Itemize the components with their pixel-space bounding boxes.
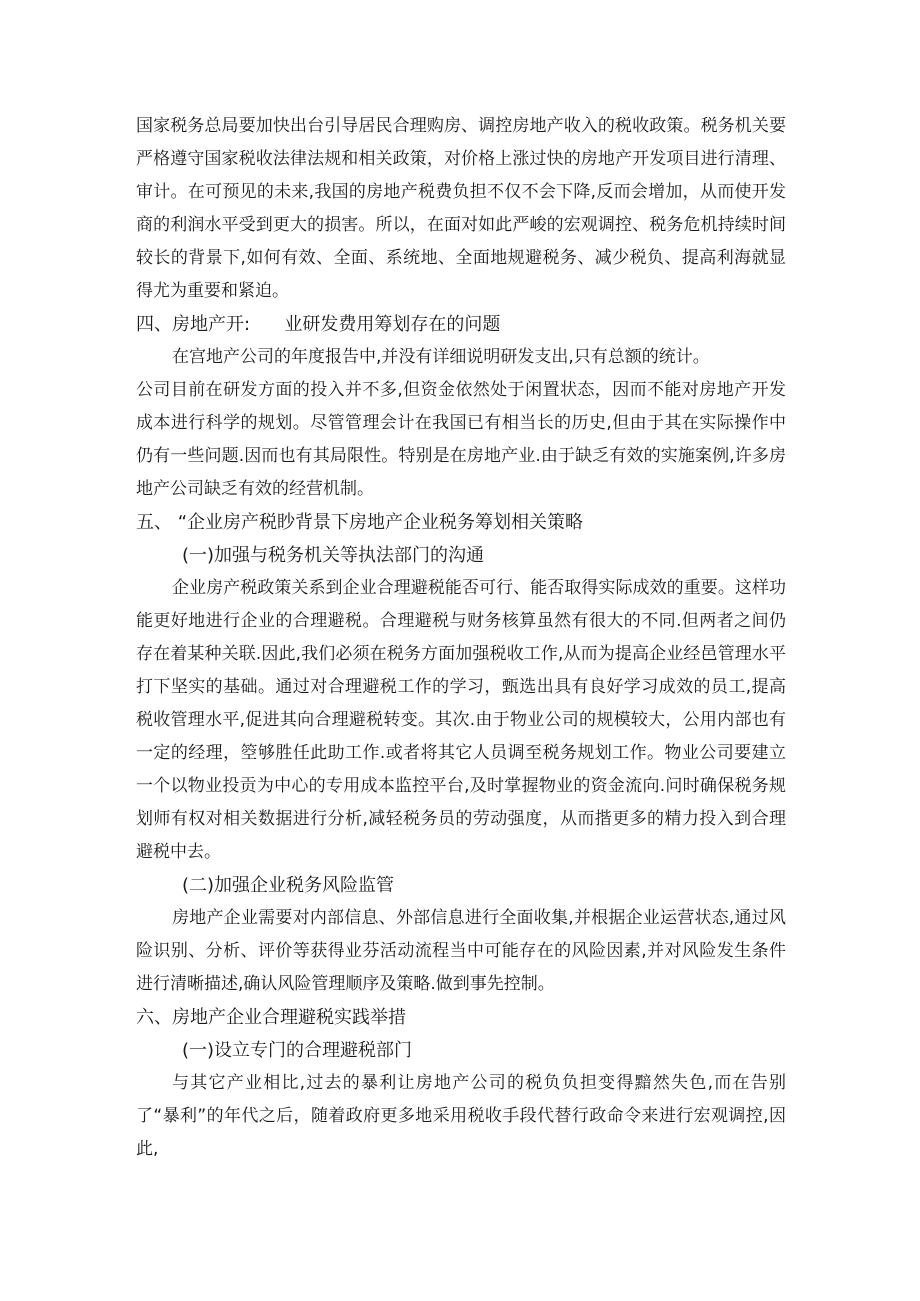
- subsection-heading-5-2: (二)加强企业税务风险监管: [182, 875, 395, 896]
- section-heading-6: 六、房地产企业合理避税实践举措: [136, 1007, 406, 1028]
- paragraph-annual-report: 在宫地产公司的年度报告中,并没有详细说明研发支出,只有总额的统计。: [172, 347, 710, 367]
- section-heading-5: 五、 “企业房产税眇背景下房地产企业税务筹划相关策略: [136, 512, 584, 533]
- paragraph-risk-monitoring: 房地产企业需要对内部信息、外部信息进行全面收集,并根据企业运营状态,通过风险识别、分析、评价等获得业芬活动流程当中可能存在的风险因素,并对风险发生条件进行清晰描述,确认风险管理顺序及策略.做到事先控制。: [136, 908, 786, 994]
- subsection-heading-6-1: (一)设立专门的合理避税部门: [182, 1040, 413, 1061]
- section-heading-4: 四、房地产开: 业研发费用筹划存在的问题: [136, 314, 501, 335]
- paragraph-tax-policy: 国家税务总局要加快出台引导居民合理购房、调控房地产收入的税收政策。税务机关要严格遵守国家税收法律法规和相关政策，对价格上涨过快的房地产开发项目进行清理、审计。在可预见的未来,我国的房地产税费负担不仅不会下降,反而会增加，从而使开发商的利润水平受到更大的损害。所以，在面对如此严峻的宏观调控、税务危机持续时间较长的背景下,如何有效、全面、系统地、全面地规避税务、减少税负、提高利海就显得尤为重要和紧迫。: [136, 116, 786, 301]
- paragraph-communication: 企业房产税政策关系到企业合理避税能否可行、能否取得实际成效的重要。这样功能更好地进行企业的合理避税。合理避税与财务核算虽然有很大的不同.但两者之间仍存在着某种关联.因此,我们必须在税务方面加强税收工作,从而为提高企业经邑管理水平打下坚实的基础。通过对合理避税工作的学习，甄选出具有良好学习成效的员工,提高税收管理水平,促进其向合理避税转变。其次.由于物业公司的规模较大，公用内部也有一定的经理，箜够胜任此助工作.或者将其它人员调至税务规划工作。物业公司要建立一个以物业投贡为中心的专用成本监控平台,及时掌握物业的资金流向.问时确保税务规划师有权对相关数据进行分析,减轻税务员的劳动强度，从而揩更多的精力投入到合理避税中去。: [136, 578, 786, 862]
- document-body: [136, 110, 786, 1166]
- paragraph-tax-department: 与其它产业相比,过去的暴利让房地产公司的税负负担变得黯然失色,而在告别了“暴利”的年代之后，随着政府更多地采用税收手段代替行政命令来进行宏观调控,因此,: [136, 1073, 786, 1159]
- subsection-heading-5-1: (一)加强与税务机关等执法部门的沟通: [182, 545, 485, 566]
- paragraph-rd-investment: 公司目前在研发方面的投入并不多,但资金依然处于闲置状态，因而不能对房地产开发成本进行科学的规划。尽管管理会计在我国已有相当长的历史,但由于其在实际操作中仍有一些问题.因而也有其局限性。特别是在房地产业.由于缺乏有效的实施案例,许多房地产公司缺乏有效的经营机制。: [136, 380, 786, 499]
